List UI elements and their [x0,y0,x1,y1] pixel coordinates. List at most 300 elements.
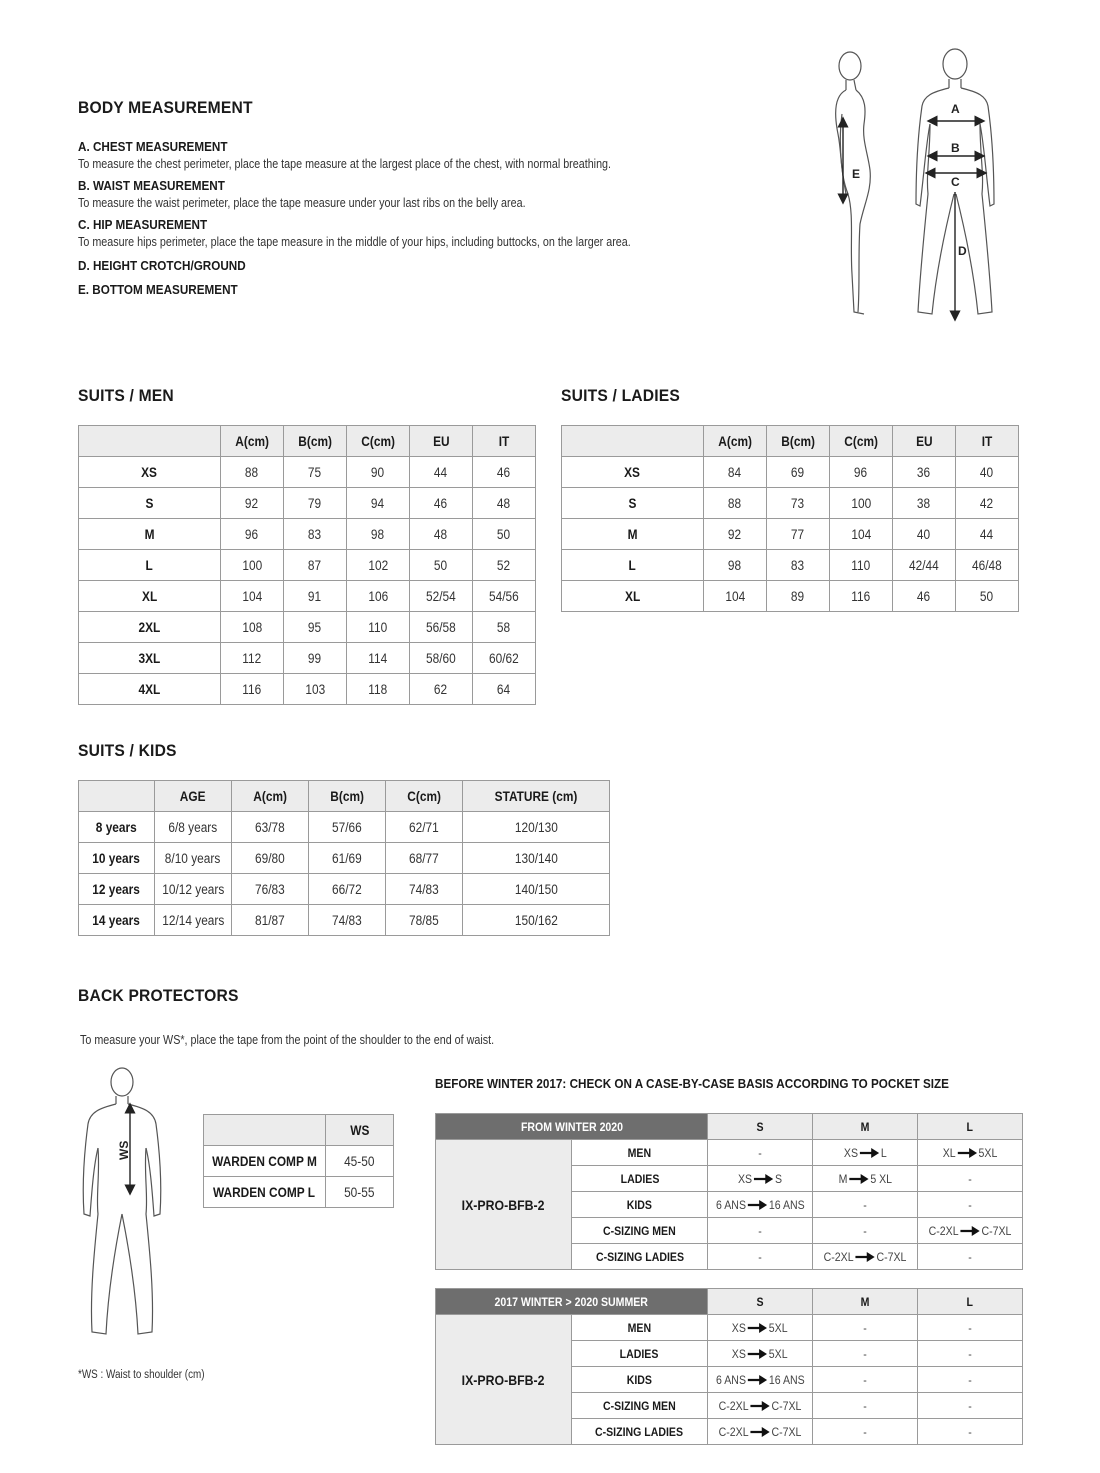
cell-value: 54/56 [489,588,519,604]
size-range-from: C-2XL [823,1249,854,1264]
row-header-cell [562,550,704,581]
cell-value: 48 [434,526,448,542]
table-row [562,488,1019,519]
table-header-row [204,1115,394,1146]
category-cell [572,1218,708,1244]
size-range-to: C-7XL [771,1398,802,1413]
cell-value: 3XL [138,650,161,666]
column-header [767,426,830,457]
table-row [436,1315,1023,1341]
cell-value: 98 [371,526,385,542]
figure-label-a: A [951,102,960,116]
side-figure [836,52,871,314]
column-header [155,781,232,812]
right-arrow-icon [960,1226,979,1236]
right-arrow-icon [859,1148,878,1158]
table-cell [410,457,473,488]
suits-kids-title: SUITS / KIDS [78,741,177,760]
size-range-empty: - [758,1145,762,1160]
table-cell [410,581,473,612]
column-header-label: EU [432,433,450,449]
size-range-empty: - [968,1372,972,1387]
column-header-label: IT [981,433,993,449]
table-cell [347,674,410,705]
size-range-cell [813,1419,918,1445]
cell-value: 64 [497,681,511,697]
cell-value: 73 [791,495,805,511]
table-cell [410,643,473,674]
column-header [562,426,704,457]
table-row [562,581,1019,612]
column-header [79,781,155,812]
table-cell [956,519,1019,550]
column-header-label: STATURE (cm) [494,788,578,804]
row-header-cell [79,643,221,674]
column-header-label: C(cm) [361,433,395,449]
table-cell [893,519,956,550]
size-range-from: 6 ANS [715,1372,746,1387]
cell-value: 36 [917,464,931,480]
period-header [436,1289,708,1315]
measurement-item [78,257,778,275]
back-protectors-intro: To measure your WS*, place the tape from the point of the shoulder to the end of waist. [80,1033,495,1047]
table-cell [704,581,767,612]
suits-men-title: SUITS / MEN [78,386,174,405]
table-cell [155,905,232,936]
table-cell [473,519,536,550]
table-cell [326,1177,394,1208]
category-cell [572,1166,708,1192]
size-range [863,1373,867,1387]
cell-value: 40 [980,464,994,480]
figure-label-e: E [852,167,861,181]
table-row [79,905,610,936]
cell-value: 57/66 [332,819,362,835]
table-row [204,1177,394,1208]
size-range-empty: - [758,1249,762,1264]
table-cell [767,457,830,488]
column-header-label: AGE [180,788,206,804]
before-winter-note: BEFORE WINTER 2017: CHECK ON A CASE-BY-CASE BASIS ACCORDING TO POCKET SIZE [435,1076,949,1091]
size-range [968,1347,972,1361]
table-cell [463,843,610,874]
size-range-to: 5XL [769,1320,788,1335]
right-arrow-icon [747,1375,766,1385]
size-range-empty: - [863,1320,867,1335]
measurement-item [78,177,778,212]
size-range-empty: - [968,1320,972,1335]
size-label: L [966,1294,974,1309]
ws-footnote: *WS : Waist to shoulder (cm) [78,1369,205,1381]
size-range-cell [708,1315,813,1341]
table-cell [410,519,473,550]
cell-value: 8/10 years [165,850,221,866]
column-header-label: B(cm) [330,788,364,804]
category-cell [572,1341,708,1367]
table-cell [347,519,410,550]
table-cell [463,874,610,905]
cell-value: 110 [851,557,871,573]
row-header-cell [562,519,704,550]
table-cell [893,581,956,612]
column-header [221,426,284,457]
bp-table-2017-2020 [435,1288,1023,1445]
size-range [758,1224,762,1238]
size-range-cell [918,1166,1023,1192]
cell-value: 77 [791,526,805,542]
table-row [436,1140,1023,1166]
size-range [738,1172,782,1186]
size-range [863,1347,867,1361]
cell-value: 104 [725,588,745,604]
cell-value: 103 [305,681,325,697]
period-label: FROM WINTER 2020 [520,1119,623,1134]
table-cell [309,874,386,905]
cell-value: 100 [242,557,262,573]
column-header [830,426,893,457]
cell-value: 58 [497,619,511,635]
cell-value: 150/162 [514,912,558,928]
cell-value: 44 [434,464,448,480]
size-range-to: C-7XL [876,1249,907,1264]
size-range [863,1321,867,1335]
back-protectors-title: BACK PROTECTORS [78,986,239,1005]
cell-value: 98 [728,557,742,573]
row-header-cell [79,457,221,488]
measurement-item-title: D. HEIGHT CROTCH/GROUND [78,258,246,273]
size-range-to: 16 ANS [768,1372,805,1387]
size-range-from: XS [738,1171,753,1186]
table-header-row [436,1289,1023,1315]
size-range-cell [708,1244,813,1270]
cell-value: S [145,495,154,511]
measurement-list [78,138,778,303]
category-label: KIDS [626,1197,653,1212]
row-header-cell [79,612,221,643]
cell-value: 10/12 years [161,881,225,897]
cell-value: 89 [791,588,805,604]
category-cell [572,1244,708,1270]
size-range [968,1425,972,1439]
cell-value: XL [624,588,641,604]
size-range-empty: - [863,1424,867,1439]
cell-value: 120/130 [514,819,558,835]
table-cell [347,488,410,519]
category-label: C-SIZING MEN [603,1223,676,1238]
size-range-cell [708,1218,813,1244]
cell-value: 84 [728,464,742,480]
size-label: S [756,1119,764,1134]
suits-kids-table [78,780,610,936]
row-header-cell [204,1177,326,1208]
table-cell [767,550,830,581]
cell-value: 112 [242,650,262,666]
size-header [918,1114,1023,1140]
measurement-item-title: E. BOTTOM MEASUREMENT [78,282,238,297]
size-header [918,1289,1023,1315]
right-arrow-icon [748,1349,767,1359]
size-range-cell [813,1244,918,1270]
cell-value: 108 [242,619,262,635]
table-cell [830,457,893,488]
size-header [813,1289,918,1315]
table-cell [473,612,536,643]
table-row [562,550,1019,581]
table-row [79,674,536,705]
column-header-label: WS [349,1122,370,1138]
size-range [758,1146,762,1160]
size-range [968,1172,972,1186]
size-range [863,1399,867,1413]
cell-value: 110 [368,619,388,635]
table-cell [956,550,1019,581]
size-range-empty: - [863,1197,867,1212]
column-header-label: A(cm) [253,788,287,804]
cell-value: 12/14 years [161,912,225,928]
suits-ladies-title: SUITS / LADIES [561,386,681,405]
cell-value: M [627,526,638,542]
table-cell [221,488,284,519]
row-header-cell [79,488,221,519]
column-header [704,426,767,457]
cell-value: 4XL [138,681,161,697]
table-cell [309,905,386,936]
table-header-row [79,781,610,812]
cell-value: 92 [728,526,742,542]
model-cell [436,1315,572,1445]
cell-value: 88 [245,464,259,480]
table-cell [221,612,284,643]
cell-value: 88 [728,495,742,511]
category-label: LADIES [620,1346,659,1361]
table-cell [284,581,347,612]
column-header-empty [204,1115,326,1146]
size-range [968,1250,972,1264]
table-cell [155,812,232,843]
column-header-label: C(cm) [844,433,878,449]
cell-value: 118 [368,681,388,697]
table-cell [410,612,473,643]
row-header-cell [79,519,221,550]
right-arrow-icon [855,1252,874,1262]
cell-value: XS [141,464,158,480]
cell-value: 12 years [92,881,141,897]
size-header [708,1289,813,1315]
cell-value: 99 [308,650,322,666]
cell-value: 116 [242,681,262,697]
bp-table-winter-2020 [435,1113,1023,1270]
table-cell [347,612,410,643]
table-cell [410,488,473,519]
size-range-empty: - [863,1372,867,1387]
row-header-cell [79,812,155,843]
table-cell [410,674,473,705]
size-range-from: C-2XL [718,1424,749,1439]
cell-value: 6/8 years [168,819,218,835]
category-label: C-SIZING MEN [603,1398,676,1413]
table-cell [830,581,893,612]
column-header-label: A(cm) [718,433,752,449]
right-arrow-icon [750,1427,769,1437]
table-cell [309,843,386,874]
size-range-cell [813,1192,918,1218]
cell-value: 44 [980,526,994,542]
size-range-from: XS [732,1320,747,1335]
right-arrow-icon [748,1323,767,1333]
cell-value: 94 [371,495,385,511]
cell-value: M [144,526,155,542]
size-range-cell [918,1367,1023,1393]
table-cell [386,812,463,843]
size-range-cell [813,1393,918,1419]
back-figure-illustration [70,1064,190,1344]
table-row [79,612,536,643]
size-range [968,1373,972,1387]
size-range-cell [918,1315,1023,1341]
cell-value: L [628,557,637,573]
cell-value: 69/80 [255,850,285,866]
size-range-empty: - [968,1424,972,1439]
measurement-item [78,281,778,299]
column-header [473,426,536,457]
size-range-cell [813,1341,918,1367]
column-header-label: B(cm) [298,433,332,449]
size-range-cell [918,1393,1023,1419]
size-range [929,1224,1012,1238]
column-header [347,426,410,457]
cell-value: 63/78 [255,819,285,835]
cell-value: 66/72 [332,881,362,897]
right-arrow-icon [849,1174,868,1184]
cell-value: 68/77 [409,850,439,866]
size-label: S [756,1294,764,1309]
size-range-from: C-2XL [928,1223,959,1238]
table-row [79,581,536,612]
column-header [284,426,347,457]
cell-value: 52/54 [426,588,456,604]
body-measurement-title: BODY MEASUREMENT [78,98,253,117]
cell-value: 75 [308,464,322,480]
table-cell [463,905,610,936]
cell-value: 50 [980,588,994,604]
table-cell [956,581,1019,612]
cell-value: 62 [434,681,448,697]
table-cell [284,612,347,643]
table-cell [704,550,767,581]
size-range [824,1250,907,1264]
table-cell [284,674,347,705]
column-header-label: B(cm) [781,433,815,449]
cell-value: 91 [308,588,322,604]
size-range-cell [708,1140,813,1166]
table-cell [221,457,284,488]
ws-table [203,1114,394,1208]
table-row [79,519,536,550]
table-cell [155,874,232,905]
size-range [968,1399,972,1413]
cell-value: 83 [791,557,805,573]
size-range-empty: - [863,1346,867,1361]
size-range-from: 6 ANS [715,1197,746,1212]
table-cell [347,581,410,612]
size-range-empty: - [968,1197,972,1212]
size-range [863,1425,867,1439]
cell-value: 38 [917,495,931,511]
size-range-cell [813,1166,918,1192]
table-cell [347,643,410,674]
size-range-to: C-7XL [981,1223,1012,1238]
column-header-label: A(cm) [235,433,269,449]
column-header [893,426,956,457]
size-range [968,1321,972,1335]
cell-value: 62/71 [409,819,439,835]
table-cell [221,643,284,674]
table-header-row [562,426,1019,457]
measurement-item-desc: To measure hips perimeter, place the tape measure in the middle of your hips, including buttocks, on the larger area. [78,235,631,249]
column-header [232,781,309,812]
category-label: LADIES [620,1171,659,1186]
column-header-label: EU [915,433,933,449]
cell-value: 52 [497,557,511,573]
cell-value: XL [141,588,158,604]
table-cell [767,488,830,519]
category-cell [572,1419,708,1445]
size-range-cell [813,1367,918,1393]
category-cell [572,1393,708,1419]
category-cell [572,1367,708,1393]
size-range [863,1224,867,1238]
table-cell [284,457,347,488]
table-cell [386,905,463,936]
table-header-row [436,1114,1023,1140]
row-header-cell [562,488,704,519]
cell-value: 60/62 [489,650,519,666]
cell-value: 46 [434,495,448,511]
size-label: M [860,1119,870,1134]
table-row [79,488,536,519]
row-header-cell [562,457,704,488]
cell-value: L [145,557,154,573]
table-cell [221,674,284,705]
table-row [79,843,610,874]
table-cell [284,488,347,519]
column-header [326,1115,394,1146]
cell-value: S [628,495,637,511]
size-range [719,1425,802,1439]
table-cell [473,581,536,612]
cell-value: 96 [245,526,259,542]
category-label: MEN [627,1145,652,1160]
cell-value: 8 years [96,819,137,835]
measurement-item-desc: To measure the waist perimeter, place the tape measure under your last ribs on the belly area. [78,196,526,210]
size-range [758,1250,762,1264]
table-header-row [79,426,536,457]
table-cell [767,519,830,550]
size-range [716,1198,805,1212]
cell-value: XS [624,464,641,480]
cell-value: 61/69 [332,850,362,866]
table-cell [326,1146,394,1177]
size-header [708,1114,813,1140]
cell-value: 106 [368,588,388,604]
measurement-item-title: A. CHEST MEASUREMENT [78,139,228,154]
model-cell [436,1140,572,1270]
period-label: 2017 WINTER > 2020 SUMMER [494,1294,649,1309]
table-cell [893,550,956,581]
size-range [838,1172,891,1186]
table-cell [473,643,536,674]
table-cell [155,843,232,874]
